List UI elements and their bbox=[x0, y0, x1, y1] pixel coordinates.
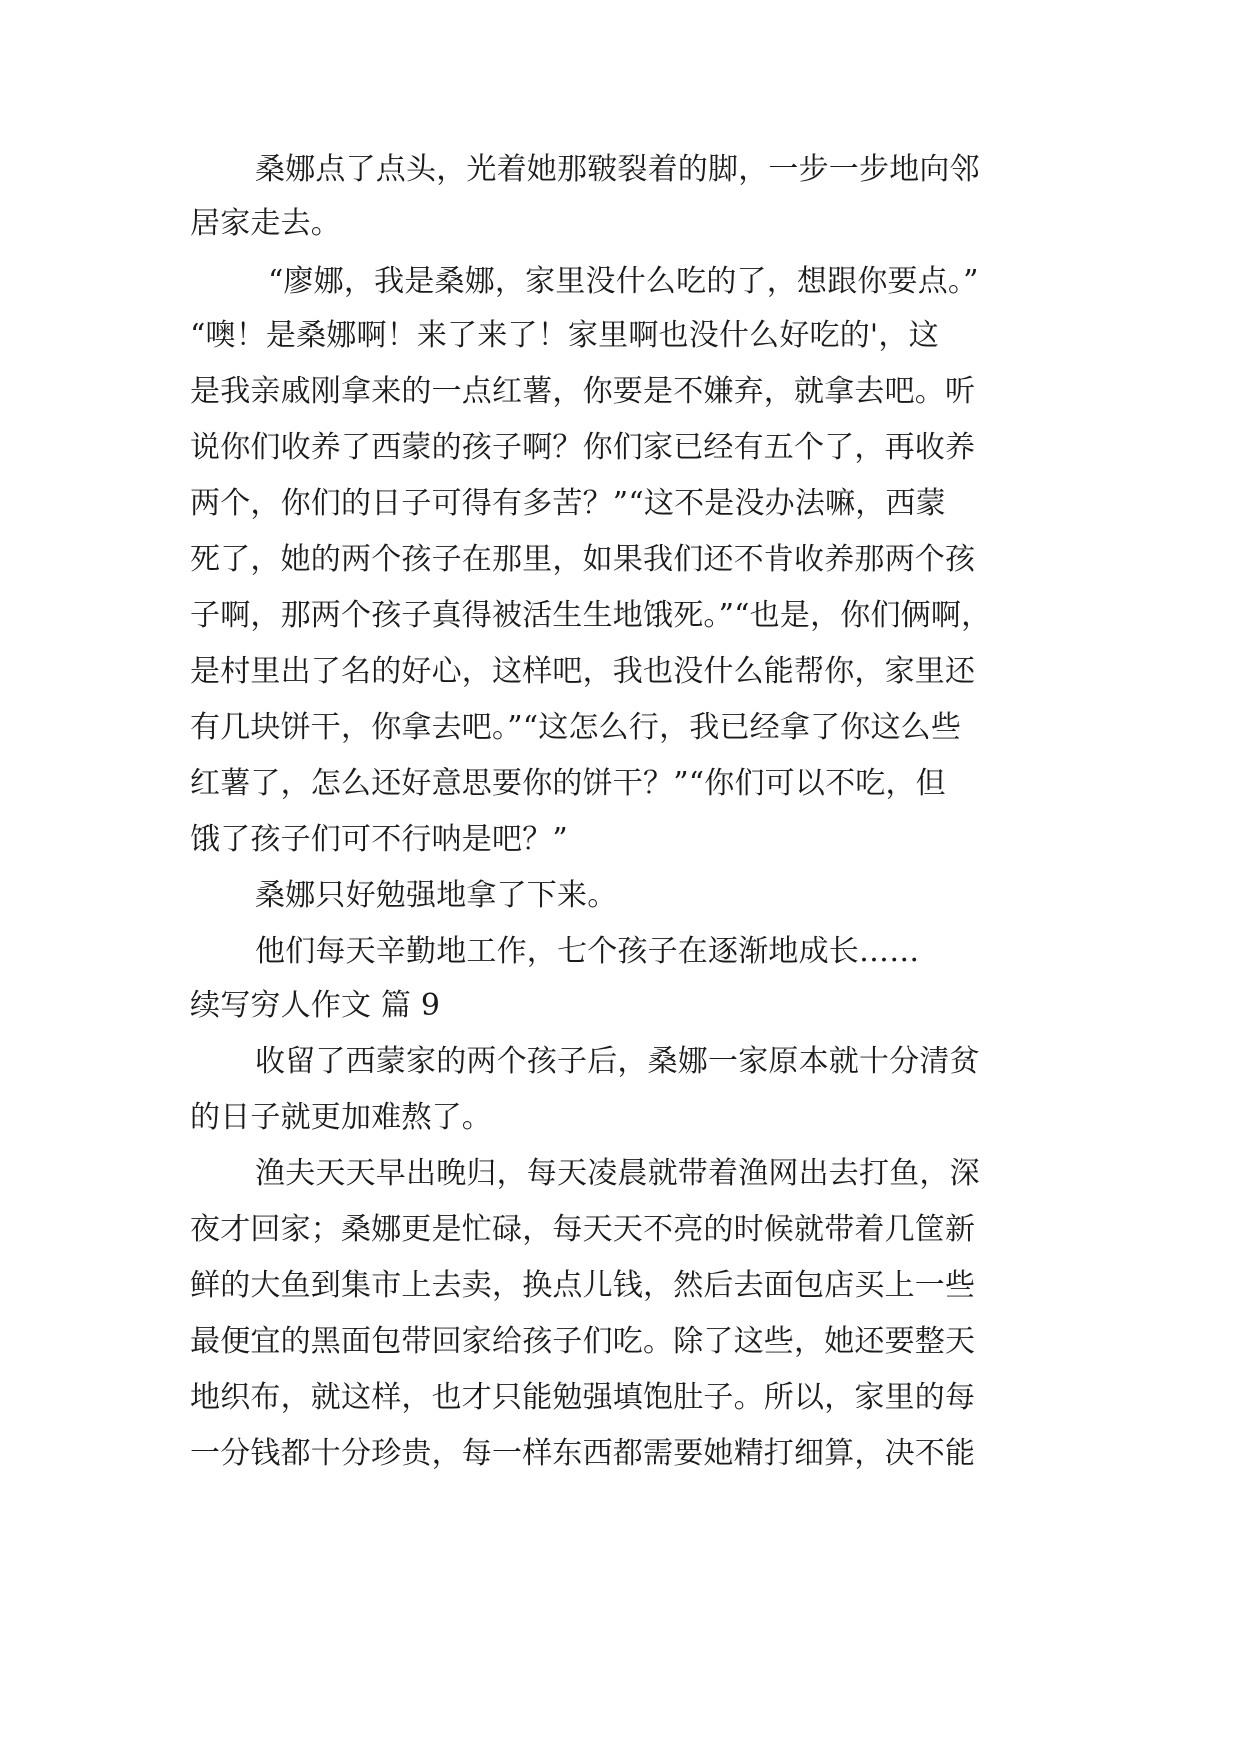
text-line: 鲜的大鱼到集市上去卖，换点儿钱，然后去面包店买上一些 bbox=[190, 1268, 976, 1303]
text-line: 有几块饼干，你拿去吧。”“这怎么行，我已经拿了你这么些 bbox=[190, 710, 962, 745]
text-line: 地织布，就这样，也才只能勉强填饱肚子。所以，家里的每 bbox=[190, 1380, 976, 1415]
text-line: 的日子就更加难熬了。 bbox=[190, 1100, 492, 1135]
text-line: 说你们收养了西蒙的孩子啊？你们家已经有五个了，再收养 bbox=[190, 430, 976, 465]
text-line: 桑娜只好勉强地拿了下来。 bbox=[255, 878, 618, 913]
text-line: 一分钱都十分珍贵，每一样东西都需要她精打细算，决不能 bbox=[190, 1436, 976, 1471]
text-line: 渔夫天天早出晚归，每天凌晨就带着渔网出去打鱼，深 bbox=[255, 1156, 980, 1191]
text-line: 子啊，那两个孩子真得被活生生地饿死。”“也是，你们俩啊， bbox=[190, 598, 992, 633]
text-line: 夜才回家；桑娜更是忙碌，每天天不亮的时候就带着几筐新 bbox=[190, 1212, 976, 1247]
text-line: “噢！是桑娜啊！来了来了！家里啊也没什么好吃的'，这 bbox=[190, 318, 939, 353]
section-heading: 续写穷人作文 篇 9 bbox=[190, 988, 441, 1023]
text-line: 桑娜点了点头，光着她那皲裂着的脚，一步一步地向邻 bbox=[255, 152, 980, 187]
text-line: “廖娜，我是桑娜，家里没什么吃的了，想跟你要点。” bbox=[268, 264, 979, 299]
text-line: 居家走去。 bbox=[190, 206, 341, 241]
text-line: 他们每天辛勤地工作，七个孩子在逐渐地成长…… bbox=[255, 934, 920, 969]
text-line: 两个，你们的日子可得有多苦？”“这不是没办法嘛，西蒙 bbox=[190, 486, 946, 521]
text-line: 是村里出了名的好心，这样吧，我也没什么能帮你，家里还 bbox=[190, 654, 976, 689]
text-line: 收留了西蒙家的两个孩子后，桑娜一家原本就十分清贫 bbox=[255, 1044, 980, 1079]
text-line: 红薯了，怎么还好意思要你的饼干？”“你们可以不吃，但 bbox=[190, 766, 946, 801]
text-line: 最便宜的黑面包带回家给孩子们吃。除了这些，她还要整天 bbox=[190, 1324, 976, 1359]
text-line: 死了，她的两个孩子在那里，如果我们还不肯收养那两个孩 bbox=[190, 542, 976, 577]
text-line: 饿了孩子们可不行呐是吧？” bbox=[190, 822, 568, 857]
text-line: 是我亲戚刚拿来的一点红薯，你要是不嫌弃，就拿去吧。听 bbox=[190, 374, 976, 409]
